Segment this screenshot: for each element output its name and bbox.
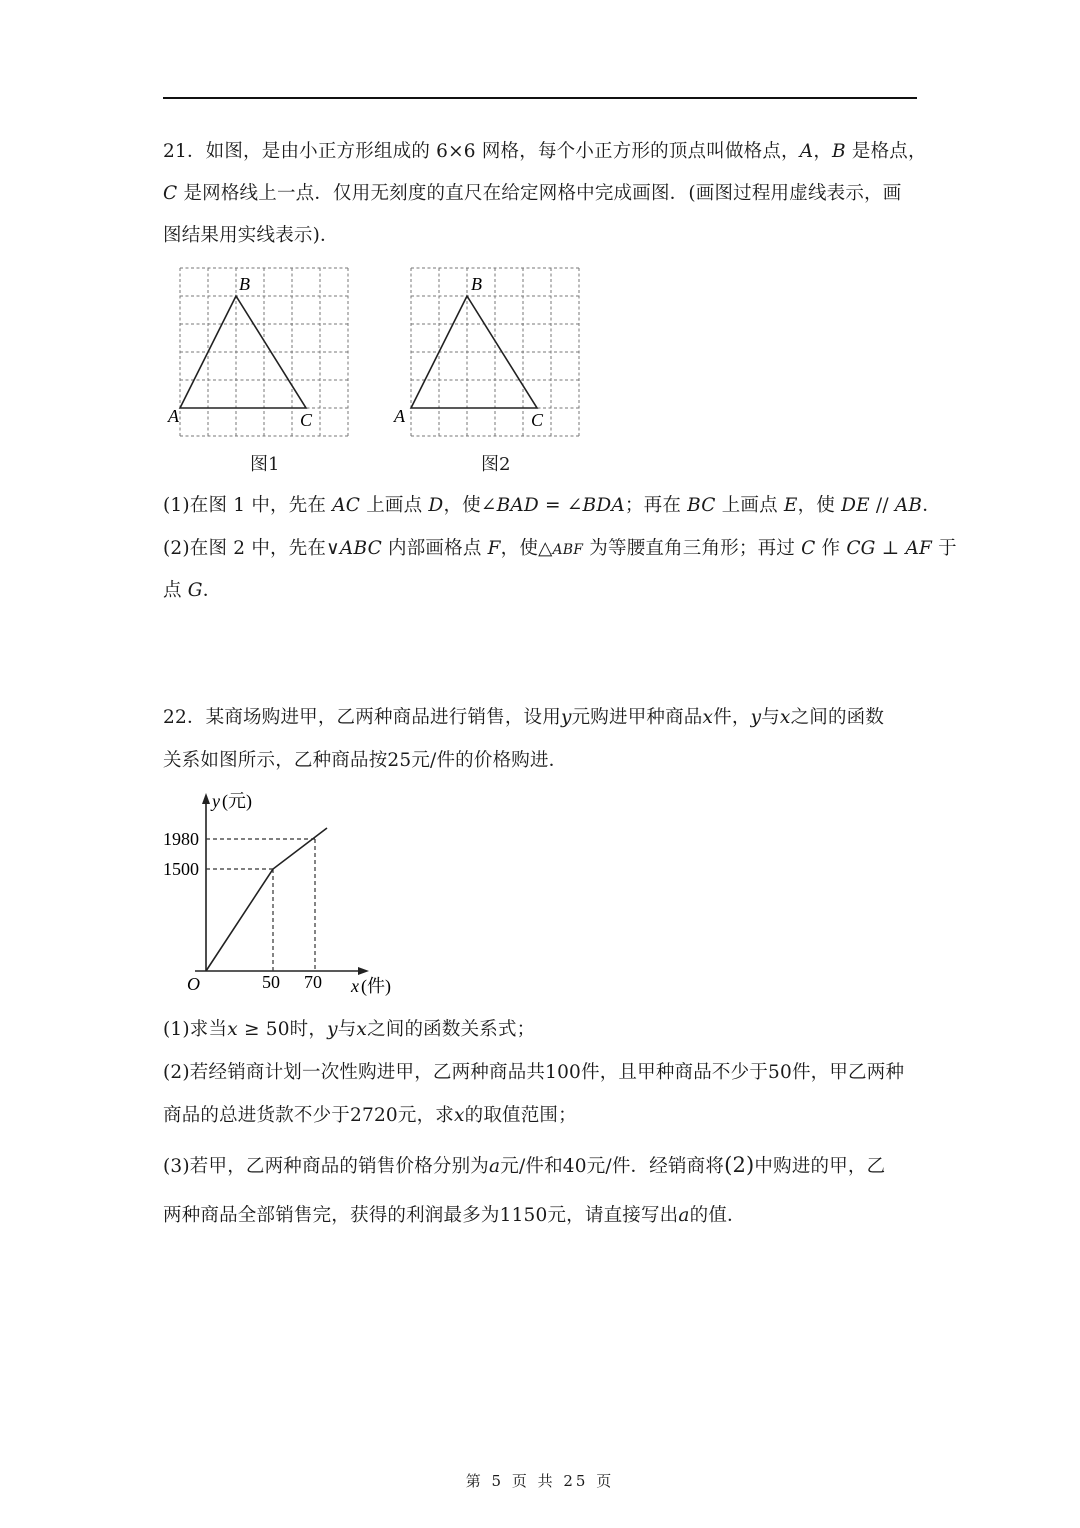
grid-lines	[180, 268, 348, 436]
q21-part1: (1)在图 1 中，先在 AC 上画点 D，使∠BAD = ∠BDA；再在 BC 上画点 E，使 DE // AB．	[163, 495, 941, 516]
q22-part1: (1)求当x ≥ 50时，y与x之间的函数关系式；	[163, 1019, 536, 1040]
q21-part2: (2)在图 2 中，先在∨ABC 内部画格点 F，使△ABF 为等腰直角三角形；再过 C 作 CG ⊥ AF 于	[163, 538, 957, 559]
header-rule	[163, 97, 917, 99]
x-label-var: x	[351, 976, 359, 996]
figure-2-caption: 图2	[481, 454, 511, 475]
y-label-var: y	[212, 791, 220, 811]
ytick-1980: 1980	[163, 829, 199, 849]
xtick-70: 70	[304, 972, 322, 992]
y-label-unit: (元)	[222, 791, 252, 811]
label-c: C	[300, 410, 313, 430]
guide-lines	[206, 839, 315, 971]
q22-line2: 关系如图所示，乙种商品按25元/件的价格购进．	[163, 750, 568, 771]
x-label-unit: (件)	[361, 976, 391, 996]
function-line	[206, 828, 327, 971]
label-c: C	[531, 410, 544, 430]
function-graph	[155, 785, 415, 1009]
q22-part3-line2: 两种商品全部销售完，获得的利润最多为1150元，请直接写出a的值．	[163, 1205, 746, 1226]
q21-line3: 图结果用实线表示)．	[163, 225, 339, 246]
label-b: B	[471, 274, 482, 294]
figure-1	[160, 262, 360, 446]
xtick-50: 50	[262, 972, 280, 992]
q21-part2-line2: 点 G．	[163, 580, 222, 601]
label-b: B	[239, 274, 250, 294]
ytick-1500: 1500	[163, 859, 199, 879]
q22-part2-line2: 商品的总进货款不少于2720元，求x的取值范围；	[163, 1105, 577, 1126]
x-axis-arrow	[358, 967, 369, 975]
label-a: A	[394, 406, 405, 426]
q22-part3-line1: (3)若甲，乙两种商品的销售价格分别为a元/件和40元/件．经销商将(2)中购进的甲，乙	[163, 1153, 886, 1177]
origin-label: O	[187, 974, 200, 994]
figure-1-caption: 图1	[250, 454, 280, 475]
grid-lines	[411, 268, 579, 436]
q22-line1: 22．某商场购进甲，乙两种商品进行销售，设用y元购进甲种商品x件，y与x之间的函数	[163, 707, 885, 728]
q22-part2-line1: (2)若经销商计划一次性购进甲，乙两种商品共100件，且甲种商品不少于50件，甲乙两种	[163, 1062, 905, 1083]
page-footer: 第 5 页 共 25 页	[465, 1472, 615, 1490]
figure-2	[391, 262, 591, 446]
y-axis-arrow	[202, 793, 210, 804]
label-a: A	[168, 406, 179, 426]
q21-line2: C 是网格线上一点．仅用无刻度的直尺在给定网格中完成画图．(画图过程用虚线表示，画	[163, 183, 902, 204]
q21-line1: 21．如图，是由小正方形组成的 6×6 网格，每个小正方形的顶点叫做格点，A，B 是格点，	[163, 141, 927, 162]
